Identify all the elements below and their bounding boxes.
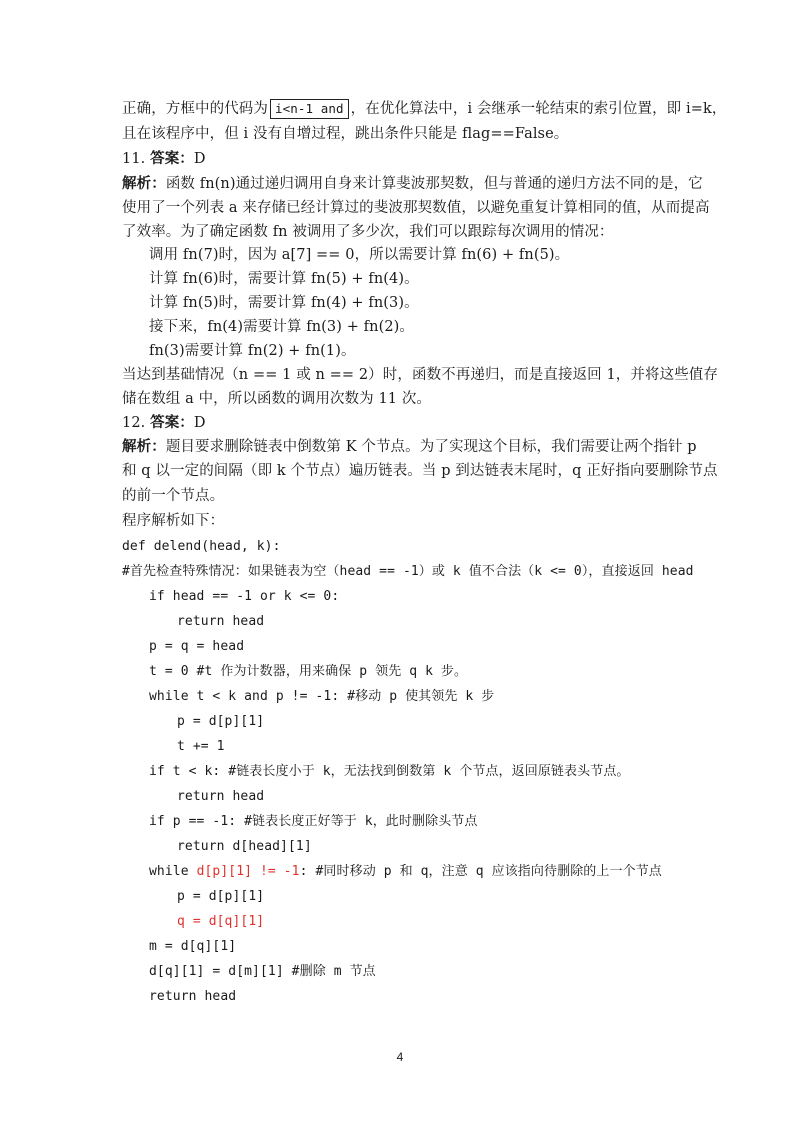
code-comment-inline: : #同时移动 p 和 q，注意 q 应该指向待删除的上一个节点 — [299, 864, 662, 879]
code-line: m = d[q][1] — [149, 939, 237, 954]
q11-step: 计算 fn(6)时，需要计算 fn(5) + fn(4)。 — [149, 271, 419, 287]
code-line: return head — [177, 614, 265, 629]
q11-analysis-line-1 — [122, 173, 703, 195]
code-line: if p == -1: #链表长度正好等于 k，此时删除头节点 — [149, 814, 478, 829]
q12-answer-label: 答案： — [150, 414, 194, 431]
code-line: if head == -1 or k <= 0: — [149, 589, 340, 604]
q12-analysis-label: 解析： — [122, 438, 166, 455]
code-line-highlighted — [149, 861, 662, 883]
q11-number: 11. — [122, 151, 146, 167]
q12-analysis-line-3: 的前一个节点。 — [122, 488, 225, 504]
q12-number: 12. — [122, 415, 146, 431]
code-line: t += 1 — [177, 739, 225, 754]
q11-answer-line — [122, 148, 206, 170]
q11-conclusion-line-2: 储在数组 a 中，所以函数的调用次数为 11 次。 — [122, 391, 432, 407]
code-line: p = d[p][1] — [177, 714, 265, 729]
q11-analysis-label: 解析： — [122, 175, 166, 192]
q11-step: 接下来，fn(4)需要计算 fn(3) + fn(2)。 — [149, 319, 415, 335]
q11-analysis-line-3: 了效率。为了确定函数 fn 被调用了多少次，我们可以跟踪每次调用的情况： — [122, 224, 614, 240]
q11-step: 调用 fn(7)时，因为 a[7] == 0，所以需要计算 fn(6) + fn(5)。 — [149, 247, 570, 263]
code-line: return head — [149, 989, 237, 1004]
q12-analysis-line-2: 和 q 以一定的间隔（即 k 个节点）遍历链表。当 p 到达链表末尾时，q 正好指向要删除节点 — [122, 463, 718, 479]
code-keyword: while — [149, 864, 197, 879]
q12-analysis-text: 题目要求删除链表中倒数第 K 个节点。为了实现这个目标，我们需要让两个指针 p — [165, 439, 697, 455]
q11-conclusion-line-1: 当达到基础情况（n == 1 或 n == 2）时，函数不再递归，而是直接返回 1，并将这些值存 — [122, 367, 719, 383]
code-line: def delend(head, k): — [122, 539, 281, 554]
code-comment: #首先检查特殊情况：如果链表为空（head == -1）或 k 值不合法（k <= 0），直接返回 head — [122, 564, 694, 579]
code-answer-red: d[p][1] != -1 — [196, 864, 300, 879]
code-line: p = q = head — [149, 639, 245, 654]
code-line: if t < k: #链表长度小于 k，无法找到倒数第 k 个节点，返回原链表头节点。 — [149, 764, 630, 779]
code-answer-red-line: q = d[q][1] — [177, 914, 265, 929]
q11-analysis-text: 函数 fn(n)通过递归调用自身来计算斐波那契数，但与普通的递归方法不同的是，它 — [165, 176, 703, 192]
q12-analysis-line-1 — [122, 436, 697, 458]
q12-answer-line — [122, 412, 206, 434]
code-line: return d[head][1] — [177, 839, 312, 854]
code-line: t = 0 #t 作为计数器，用来确保 p 领先 q k 步。 — [149, 664, 468, 679]
intro-text-cont: ，在优化算法中，i 会继承一轮结束的索引位置，即 i=k， — [350, 101, 727, 117]
code-line: d[q][1] = d[m][1] #删除 m 节点 — [149, 964, 376, 979]
code-line: while t < k and p != -1: #移动 p 使其领先 k 步 — [149, 689, 495, 704]
code-line: p = d[p][1] — [177, 889, 265, 904]
code-line: return head — [177, 789, 265, 804]
q11-analysis-line-2: 使用了一个列表 a 来存储已经计算过的斐波那契数值，以避免重复计算相同的值，从而提高 — [122, 200, 710, 216]
q12-program-intro: 程序解析如下： — [122, 513, 225, 529]
q11-answer-label: 答案： — [150, 150, 194, 167]
boxed-code: i<n-1 and — [270, 99, 349, 119]
q11-step: fn(3)需要计算 fn(2) + fn(1)。 — [149, 343, 356, 359]
intro-line-2: 且在该程序中，但 i 没有自增过程，跳出条件只能是 flag==False。 — [122, 126, 569, 142]
q11-answer: D — [193, 151, 206, 167]
q11-step: 计算 fn(5)时，需要计算 fn(4) + fn(3)。 — [149, 295, 419, 311]
q12-answer: D — [193, 415, 206, 431]
intro-line-1 — [122, 98, 726, 120]
intro-text: 正确，方框中的代码为 — [122, 101, 268, 117]
page-number: 4 — [396, 1050, 404, 1064]
